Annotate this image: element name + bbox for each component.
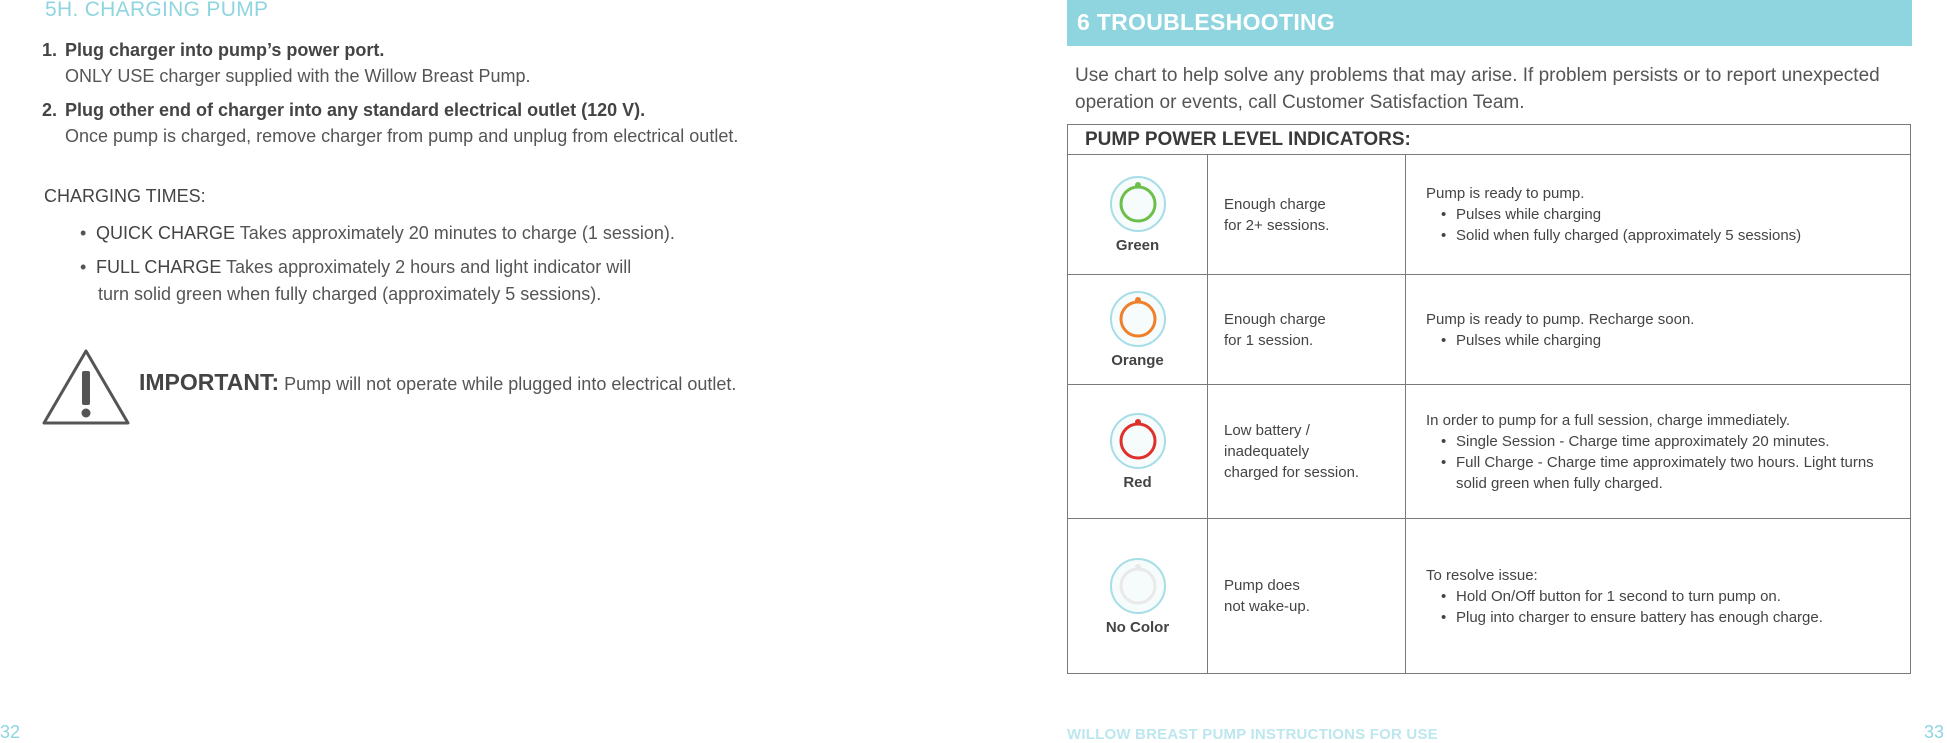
action-bullet: • Full Charge - Charge time approximately two hours. Light turns solid green when fully charged. xyxy=(1456,452,1880,494)
description-line: inadequately xyxy=(1224,443,1310,460)
step-number: 1. xyxy=(42,40,58,60)
page-number-left: 32 xyxy=(0,722,21,742)
description-line: for 2+ sessions. xyxy=(1224,216,1330,234)
indicator-light-icon xyxy=(1109,175,1167,233)
table-row xyxy=(1068,275,1911,385)
important-text: Pump will not operate while plugged into electrical outlet. xyxy=(279,374,737,394)
step-detail: Once pump is charged, remove charger from pump and unplug from electrical outlet. xyxy=(65,126,739,146)
action-text: Pump is ready to pump. xyxy=(1426,185,1585,202)
bullet-text: Takes approximately 2 hours and light indicator will xyxy=(221,257,632,277)
step-heading: Plug other end of charger into any standard electrical outlet (120 V). xyxy=(65,100,646,120)
description-line: Low battery / xyxy=(1224,422,1310,439)
table-row xyxy=(1068,519,1911,674)
table-header: PUMP POWER LEVEL INDICATORS: xyxy=(1068,125,1911,155)
indicator-light-icon xyxy=(1109,412,1167,470)
page-number-right: 33 xyxy=(1924,722,1945,742)
indicator-color-label: Green xyxy=(1115,237,1160,254)
indicator-color-label: Red xyxy=(1123,474,1152,491)
indicator-action xyxy=(1406,155,1911,275)
step-detail: ONLY USE charger supplied with the Willow Breast Pump. xyxy=(65,66,531,86)
action-bullets xyxy=(1426,431,1880,494)
indicator-light-icon xyxy=(1109,557,1167,615)
indicator-action xyxy=(1406,519,1911,674)
indicator-action xyxy=(1406,275,1911,385)
bullet-text: Takes approximately 20 minutes to charge (1 session). xyxy=(235,223,675,243)
description-line: for 1 session. xyxy=(1224,331,1314,349)
action-bullet: • Pulses while charging xyxy=(1456,204,1880,225)
warning-icon xyxy=(40,347,132,427)
action-bullet: • Hold On/Off button for 1 second to turn pump on. xyxy=(1456,586,1880,607)
indicator-action xyxy=(1406,385,1911,519)
action-bullet: • Single Session - Charge time approximately 20 minutes. xyxy=(1456,431,1880,452)
charging-times-title: CHARGING TIMES: xyxy=(44,186,206,206)
action-bullet: • Plug into charger to ensure battery has enough charge. xyxy=(1456,607,1880,628)
action-bullets xyxy=(1426,204,1880,246)
description-line: charged for session. xyxy=(1224,464,1360,481)
indicator-color-label: Orange xyxy=(1111,352,1164,369)
bullet-key: FULL CHARGE xyxy=(96,257,222,277)
banner-title: 6 TROUBLESHOOTING xyxy=(1077,9,1336,35)
bullet-continuation: turn solid green when fully charged (approximately 5 sessions). xyxy=(98,284,602,304)
important-label: IMPORTANT: xyxy=(139,369,280,395)
important-note xyxy=(139,369,736,396)
quick-charge-bullet: • QUICK CHARGE Takes approximately 20 minutes to charge (1 session). xyxy=(80,223,675,243)
action-bullets xyxy=(1426,586,1880,628)
action-bullet: • Solid when fully charged (approximately 5 sessions) xyxy=(1456,225,1880,246)
step-heading: Plug charger into pump’s power port. xyxy=(65,40,385,60)
intro-text: Use chart to help solve any problems that may arise. If problem persists or to report unexpected operation or events, call Customer Satisfaction Team. xyxy=(1075,65,1880,113)
action-bullet: • Pulses while charging xyxy=(1456,330,1880,351)
bullet-key: QUICK CHARGE xyxy=(96,223,236,243)
step-1 xyxy=(42,37,531,89)
table-row xyxy=(1068,385,1911,519)
description-line: not wake-up. xyxy=(1224,598,1310,615)
action-text: In order to pump for a full session, charge immediately. xyxy=(1426,411,1791,429)
description-line: Enough charge xyxy=(1224,310,1326,328)
indicator-color-label: No Color xyxy=(1105,618,1170,636)
description-line: Pump does xyxy=(1224,577,1300,594)
footer-title: WILLOW BREAST PUMP INSTRUCTIONS FOR USE xyxy=(1067,726,1438,743)
step-number: 2. xyxy=(42,100,58,120)
action-text: Pump is ready to pump. Recharge soon. xyxy=(1426,310,1695,328)
action-text: To resolve issue: xyxy=(1426,566,1538,584)
indicator-description xyxy=(1208,275,1406,385)
action-bullets xyxy=(1426,330,1880,351)
indicator-description xyxy=(1208,519,1406,674)
step-2 xyxy=(42,97,738,149)
section-title: 5H. CHARGING PUMP xyxy=(45,0,269,21)
table-row xyxy=(1068,155,1911,275)
indicator-description xyxy=(1208,385,1406,519)
power-level-table xyxy=(1067,124,1911,674)
full-charge-bullet: • FULL CHARGE Takes approximately 2 hours and light indicator will turn solid green when fully charged (approximately 5 sessions). xyxy=(80,254,631,308)
indicator-description xyxy=(1208,155,1406,275)
indicator-light-icon xyxy=(1109,290,1167,348)
description-line: Enough charge xyxy=(1224,195,1326,213)
